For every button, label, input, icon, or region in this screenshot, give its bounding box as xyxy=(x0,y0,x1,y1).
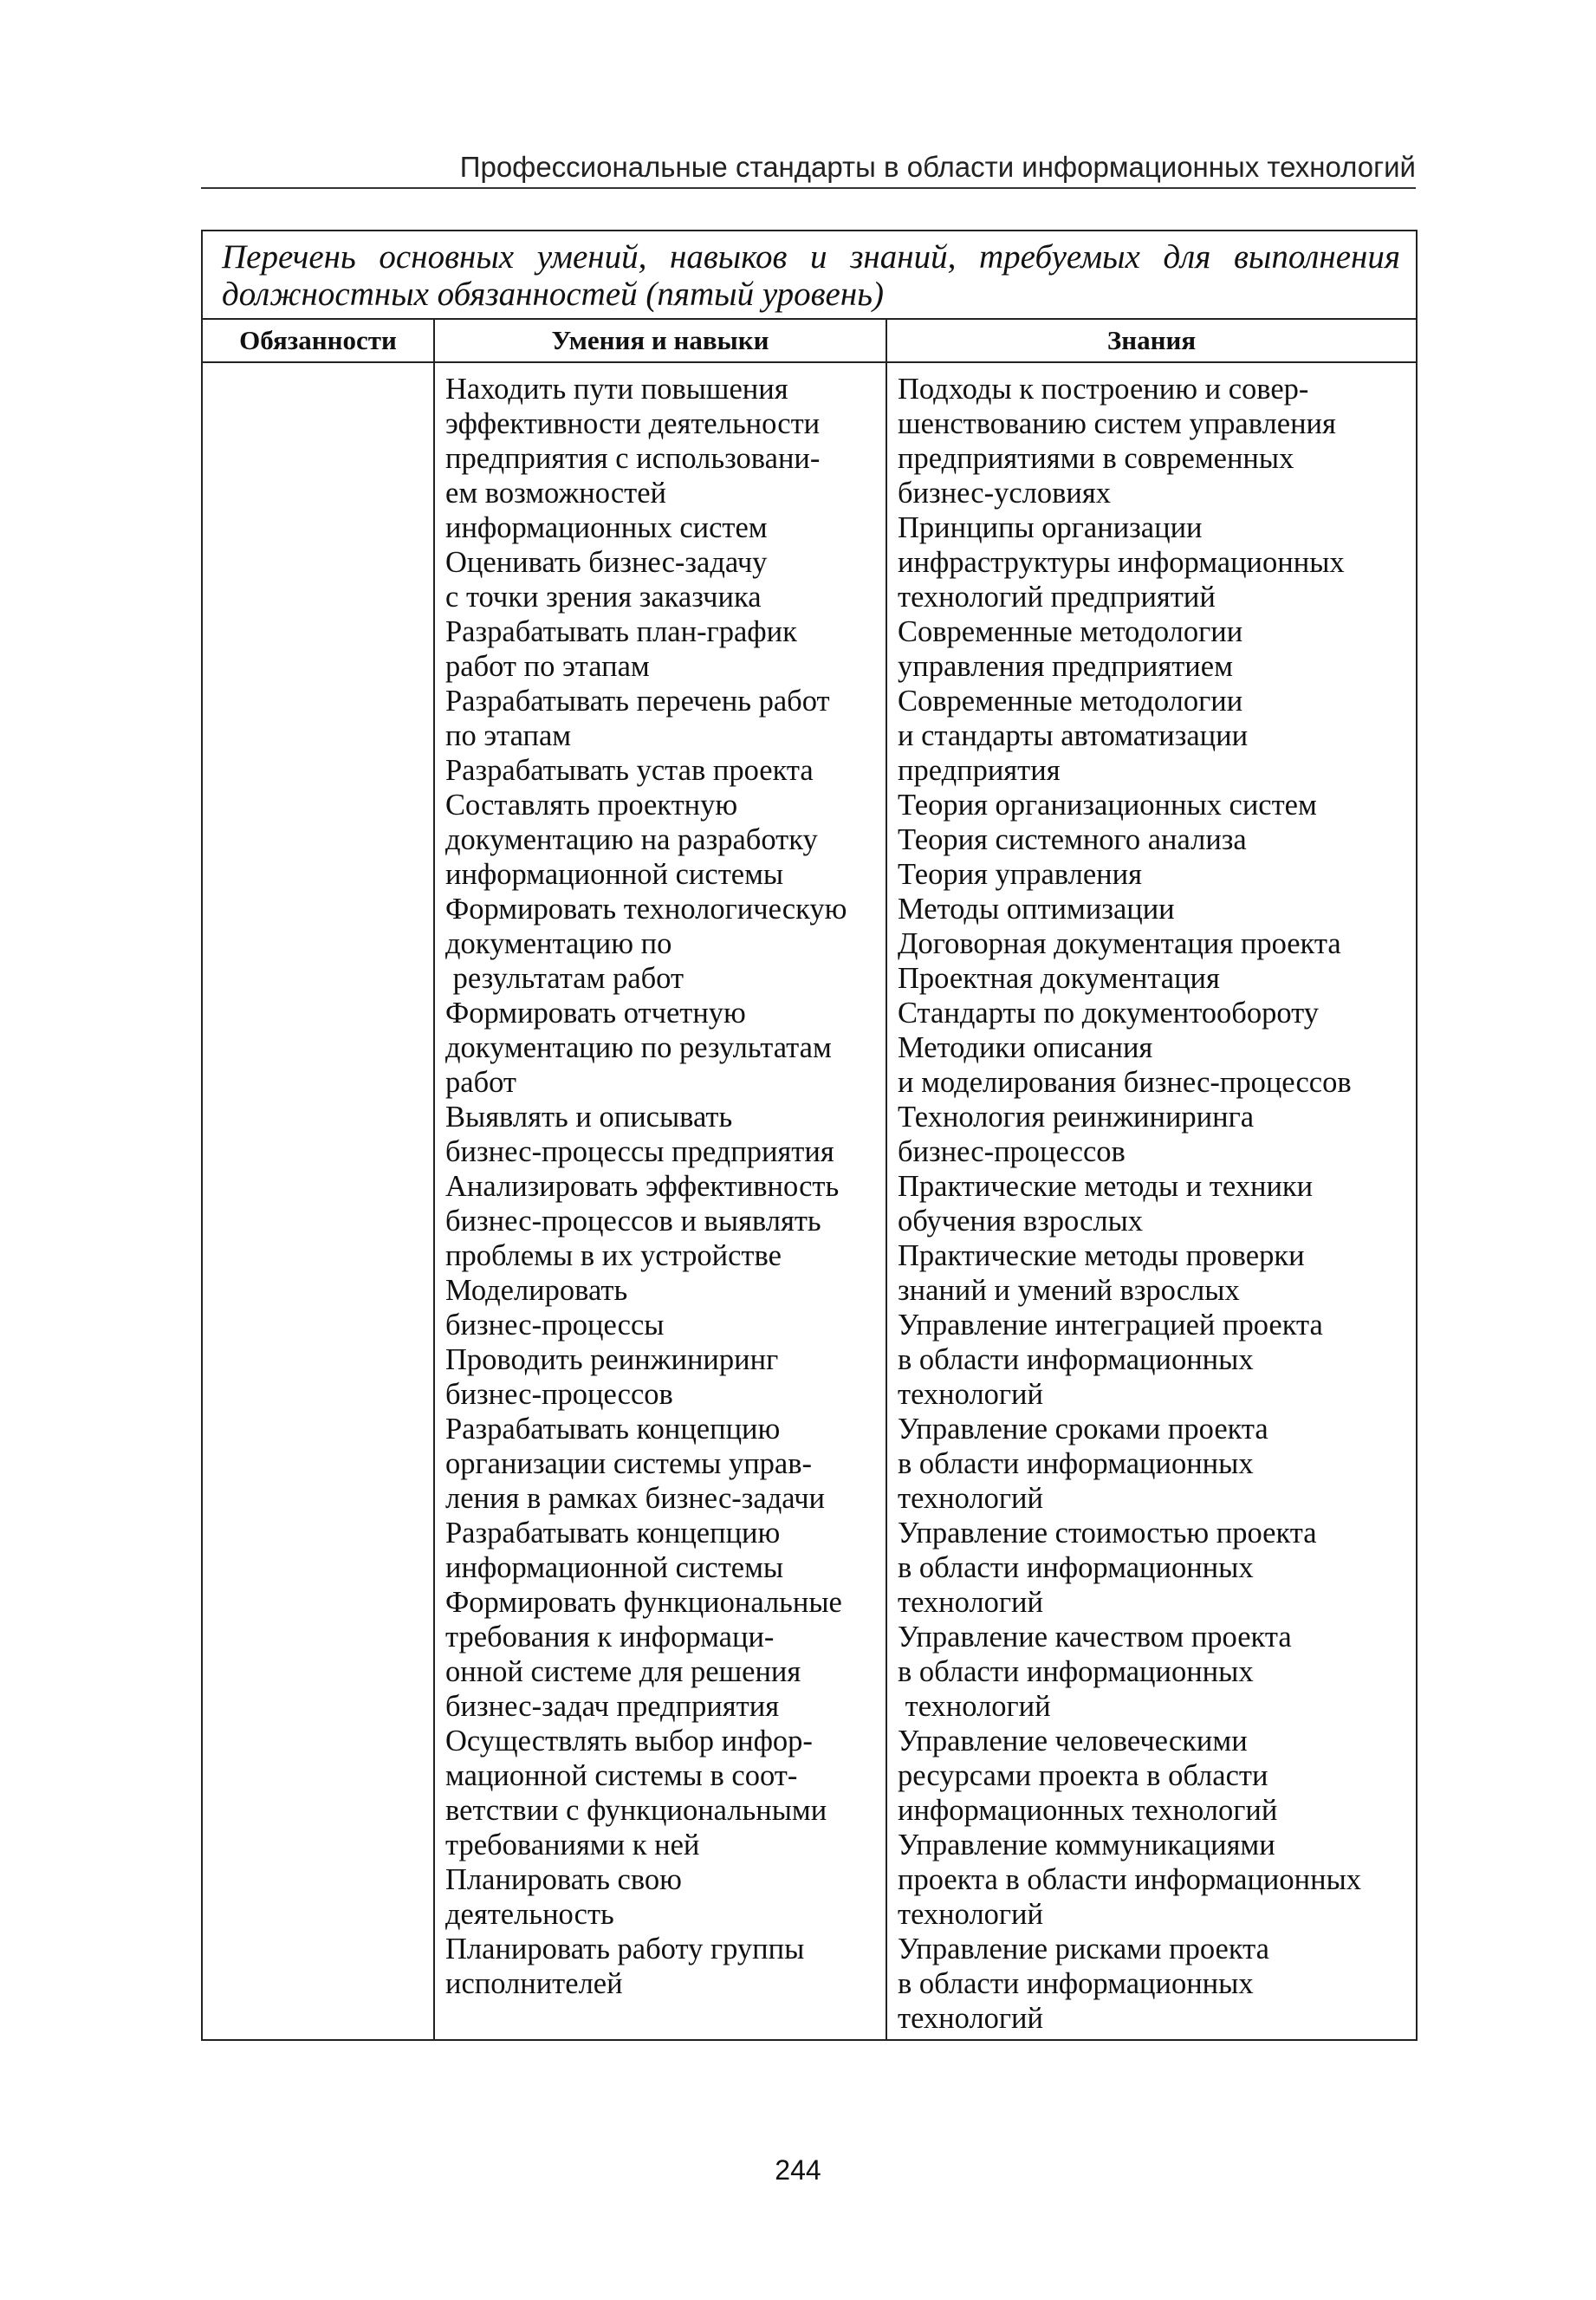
cell-line: Управление человеческими xyxy=(898,1725,1248,1757)
cell-line: Технология реинжиниринга xyxy=(898,1101,1255,1134)
cell-line: Принципы организации xyxy=(898,511,1203,544)
cell-line: технологий xyxy=(898,1378,1043,1411)
cell-line: Практические методы проверки xyxy=(898,1239,1305,1272)
cell-line: Формировать отчетную xyxy=(445,997,746,1030)
column-header-duties: Обязанности xyxy=(202,319,434,362)
cell-line: проблемы в их устройстве xyxy=(445,1239,782,1272)
skills-cell xyxy=(434,362,886,2040)
cell-line: Теория организационных систем xyxy=(898,789,1317,822)
cell-line: Оценивать бизнес-задачу xyxy=(445,546,768,579)
cell-line: бизнес-процессов xyxy=(898,1135,1126,1168)
duties-cell xyxy=(202,362,434,2040)
cell-line: Моделировать xyxy=(445,1274,628,1307)
cell-line: документацию по результатам xyxy=(445,1031,832,1064)
knowledge-cell xyxy=(886,362,1417,2040)
cell-line: технологий предприятий xyxy=(898,581,1216,614)
cell-line: деятельность xyxy=(445,1898,614,1931)
cell-line: документацию на разработку xyxy=(445,823,818,856)
cell-line: Находить пути повышения xyxy=(445,373,788,406)
cell-line: Анализировать эффективность xyxy=(445,1170,840,1203)
cell-line: предприятия xyxy=(898,754,1061,787)
cell-line: бизнес-процессы xyxy=(445,1309,665,1342)
cell-line: в области информационных xyxy=(898,1655,1254,1688)
cell-line: технологий xyxy=(898,1690,1051,1723)
cell-line: бизнес-процессов и выявлять xyxy=(445,1205,821,1238)
cell-line: информационной системы xyxy=(445,858,784,891)
cell-line: информационных систем xyxy=(445,511,768,544)
table-header-row xyxy=(202,319,1417,362)
table-caption: Перечень основных умений, навыков и знаний, требуемых для выполнения должностных обязанностей (пятый уровень) xyxy=(202,231,1417,319)
cell-line: Планировать работу группы xyxy=(445,1933,805,1965)
cell-line: знаний и умений взрослых xyxy=(898,1274,1240,1307)
cell-line: технологий xyxy=(898,1898,1043,1931)
cell-line: бизнес-процессы предприятия xyxy=(445,1135,834,1168)
cell-line: исполнителей xyxy=(445,1967,623,2000)
cell-line: и стандарты автоматизации xyxy=(898,719,1249,752)
cell-line: требованиями к ней xyxy=(445,1829,700,1861)
cell-line: Управление коммуникациями xyxy=(898,1829,1275,1861)
cell-line: Теория управления xyxy=(898,858,1142,891)
cell-line: Теория системного анализа xyxy=(898,823,1247,856)
column-header-knowledge: Знания xyxy=(886,319,1417,362)
cell-line: технологий xyxy=(898,1482,1043,1515)
cell-line: Проводить реинжиниринг xyxy=(445,1343,779,1376)
running-header: Профессиональные стандарты в области информационных технологий xyxy=(459,151,1416,183)
cell-line: требования к информаци- xyxy=(445,1621,775,1654)
cell-line: в области информационных xyxy=(898,1551,1254,1584)
cell-line: работ xyxy=(445,1066,516,1099)
cell-line: и моделирования бизнес-процессов xyxy=(898,1066,1352,1099)
column-header-skills: Умения и навыки xyxy=(434,319,886,362)
cell-line: технологий xyxy=(898,1586,1043,1619)
cell-line: ресурсами проекта в области xyxy=(898,1759,1268,1792)
cell-line: ем возможностей xyxy=(445,477,667,510)
cell-line: бизнес-условиях xyxy=(898,477,1111,510)
cell-line: управления предприятием xyxy=(898,650,1233,683)
cell-line: Современные методологии xyxy=(898,615,1243,648)
cell-line: мационной системы в соот- xyxy=(445,1759,798,1792)
cell-line: Методики описания xyxy=(898,1031,1153,1064)
cell-line: Планировать свою xyxy=(445,1863,682,1896)
cell-line: организации системы управ- xyxy=(445,1447,813,1480)
cell-line: предприятиями в современных xyxy=(898,442,1294,475)
cell-line: Управление стоимостью проекта xyxy=(898,1517,1317,1550)
table-row xyxy=(202,362,1417,2040)
cell-line: в области информационных xyxy=(898,1967,1254,2000)
cell-line: с точки зрения заказчика xyxy=(445,581,762,614)
cell-line: Разрабатывать концепцию xyxy=(445,1517,781,1550)
cell-line: технологий xyxy=(898,2002,1043,2035)
cell-line: Подходы к построению и совер- xyxy=(898,373,1309,406)
cell-line: в области информационных xyxy=(898,1343,1254,1376)
cell-line: Осуществлять выбор инфор- xyxy=(445,1725,813,1757)
cell-line: Проектная документация xyxy=(898,962,1220,995)
cell-line: информационных технологий xyxy=(898,1794,1278,1827)
page-number: 244 xyxy=(775,2154,821,2186)
cell-line: предприятия с использовани- xyxy=(445,442,821,475)
cell-line: Управление рисками проекта xyxy=(898,1933,1269,1965)
cell-line: Современные методологии xyxy=(898,685,1243,718)
cell-line: шенствованию систем управления xyxy=(898,407,1336,440)
cell-line: ветствии с функциональными xyxy=(445,1794,827,1827)
cell-line: информационной системы xyxy=(445,1551,784,1584)
cell-line: Разрабатывать концепцию xyxy=(445,1413,781,1446)
cell-line: в области информационных xyxy=(898,1447,1254,1480)
competency-table xyxy=(201,230,1418,2041)
cell-line: Формировать функциональные xyxy=(445,1586,842,1619)
cell-line: бизнес-задач предприятия xyxy=(445,1690,780,1723)
cell-line: Разрабатывать перечень работ xyxy=(445,685,830,718)
cell-line: Управление качеством проекта xyxy=(898,1621,1292,1654)
cell-line: Стандарты по документообороту xyxy=(898,997,1320,1030)
cell-line: проекта в области информационных xyxy=(898,1863,1362,1896)
cell-line: Управление сроками проекта xyxy=(898,1413,1268,1446)
cell-line: Выявлять и описывать xyxy=(445,1101,733,1134)
cell-line: Формировать технологическую xyxy=(445,893,847,926)
cell-line: обучения взрослых xyxy=(898,1205,1144,1238)
cell-line: Разрабатывать план-график xyxy=(445,615,797,648)
cell-line: Разрабатывать устав проекта xyxy=(445,754,814,787)
cell-line: работ по этапам xyxy=(445,650,650,683)
cell-line: документацию по xyxy=(445,927,672,960)
cell-line: ления в рамках бизнес-задачи xyxy=(445,1482,826,1515)
cell-line: результатам работ xyxy=(445,962,684,995)
cell-line: Договорная документация проекта xyxy=(898,927,1341,960)
cell-line: Практические методы и техники xyxy=(898,1170,1314,1203)
cell-line: Управление интеграцией проекта xyxy=(898,1309,1323,1342)
cell-line: эффективности деятельности xyxy=(445,407,821,440)
cell-line: инфраструктуры информационных xyxy=(898,546,1345,579)
cell-line: бизнес-процессов xyxy=(445,1378,673,1411)
cell-line: онной системе для решения xyxy=(445,1655,801,1688)
cell-line: по этапам xyxy=(445,719,572,752)
header-rule xyxy=(201,187,1416,189)
cell-line: Составлять проектную xyxy=(445,789,738,822)
cell-line: Методы оптимизации xyxy=(898,893,1175,926)
table-caption-row xyxy=(202,231,1417,319)
